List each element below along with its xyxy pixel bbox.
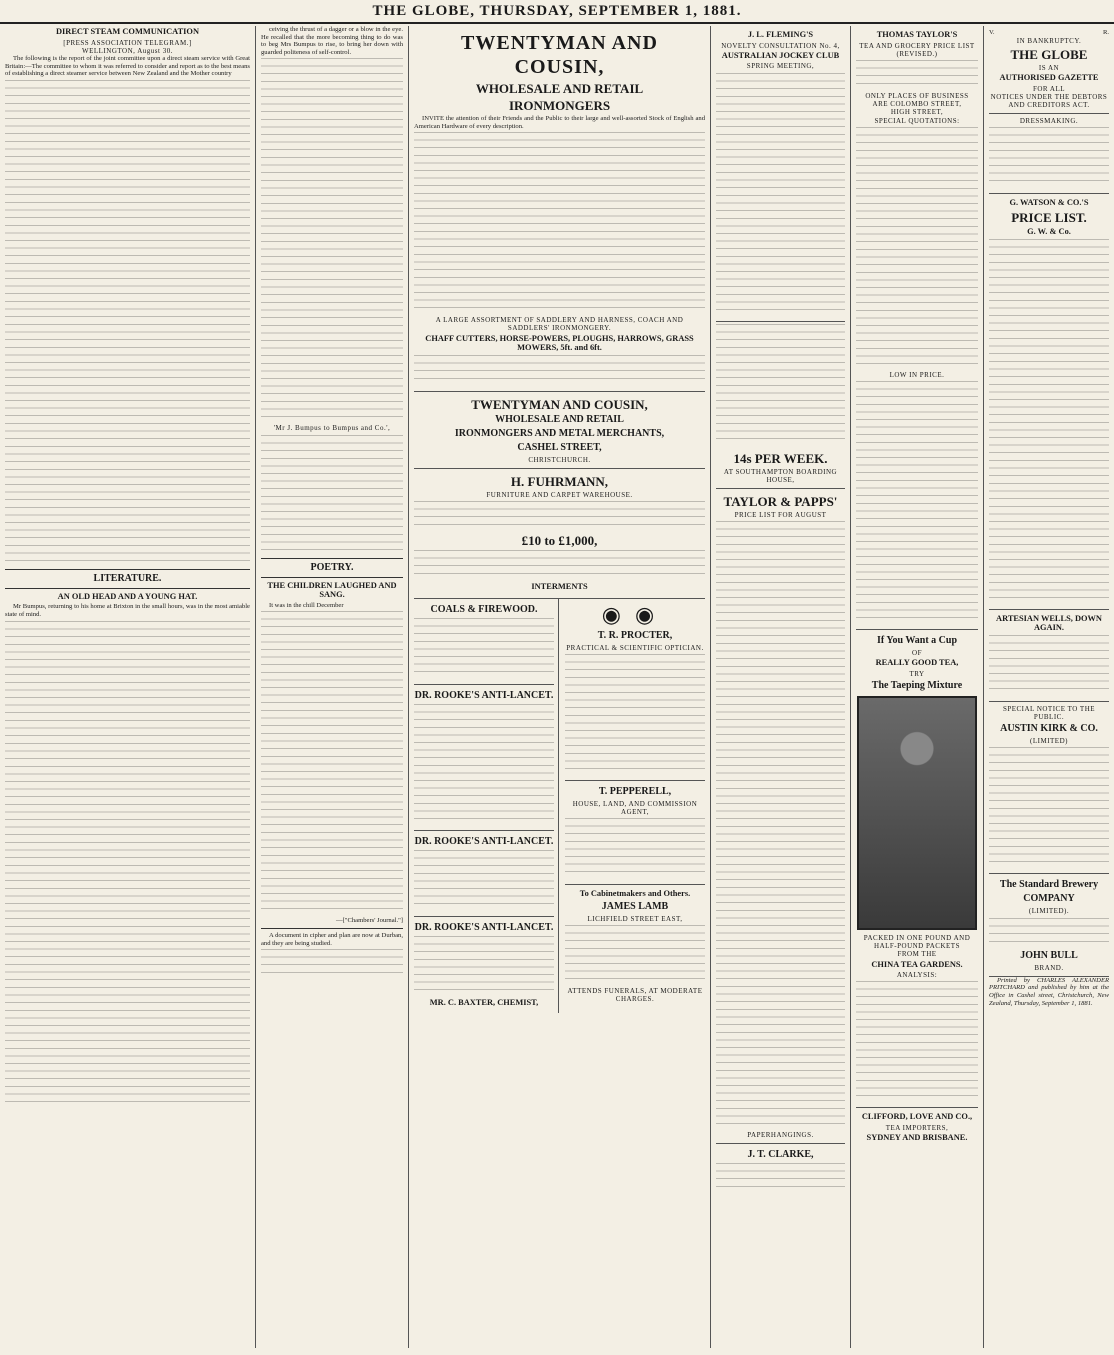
procter-sub: PRACTICAL & SCIENTIFIC OPTICIAN. — [566, 643, 704, 652]
austin-body — [989, 747, 1109, 867]
poem-title: THE CHILDREN LAUGHED AND SANG. — [267, 580, 397, 600]
story-title: AN OLD HEAD AND A YOUNG HAT. — [57, 591, 198, 601]
column-tea — [850, 26, 983, 1348]
fleming-consult: NOVELTY CONSULTATION No. 4, — [721, 41, 840, 50]
imprint: Printed by CHARLES ALEXANDER PRITCHARD and published by him at the Office in Cashel street, Christchurch, New Zealand, Thursday, September 1, 1881. — [989, 976, 1109, 1007]
story-body — [261, 180, 403, 300]
week-title: 14s PER WEEK. — [733, 450, 828, 466]
taeping-packed: PACKED IN ONE POUND AND HALF-POUND PACKETS — [863, 934, 971, 951]
cipher-note: A document in cipher and plan are now at Durban, and they are being studied. — [261, 931, 403, 947]
fuhrmann-price: £10 to £1,000, — [521, 533, 598, 549]
poem-body — [261, 611, 403, 731]
watson-list — [989, 361, 1109, 481]
dateline: [PRESS ASSOCIATION TELEGRAM.] — [63, 38, 192, 47]
quote: 'Mr J. Bumpus to Bumpus and Co.', — [273, 424, 391, 433]
thomas-body — [856, 60, 978, 90]
pepperell-sub: HOUSE, LAND, AND COMMISSION AGENT, — [572, 799, 698, 817]
twentyman-title2: WHOLESALE AND RETAIL — [475, 81, 644, 96]
twentyman-list — [414, 132, 705, 252]
twentyman2-title: TWENTYMAN AND COUSIN, — [471, 396, 648, 412]
watson-price: PRICE LIST. — [1011, 210, 1087, 225]
twentyman2-sub2: IRONMONGERS AND METAL MERCHANTS, — [454, 427, 665, 439]
taeping-analysis: ANALYSIS: — [896, 971, 938, 980]
twentyman-chaff: CHAFF CUTTERS, HORSE-POWERS, PLOUGHS, HARROWS, GRASS MOWERS, 5ft. and 6ft. — [425, 333, 694, 353]
r-mark: R. — [1102, 29, 1109, 36]
ad-col-right — [565, 599, 705, 1014]
taeping-of: OF — [912, 649, 922, 658]
twentyman-title3: IRONMONGERS — [508, 98, 611, 113]
divider — [5, 588, 250, 589]
thomas-places3: HIGH STREET, — [890, 108, 944, 117]
story-body — [5, 621, 250, 741]
story-body — [261, 58, 403, 178]
twentyman2-sub: WHOLESALE AND RETAIL — [495, 413, 624, 425]
story-body — [261, 435, 403, 555]
divider — [261, 558, 403, 559]
taeping-tea: REALLY GOOD TEA, — [875, 658, 959, 668]
rooke-title-1: DR. ROOKE'S ANTI-LANCET. — [414, 689, 554, 701]
twentyman-intro: INVITE the attention of their Friends and the Public to their large and well-assorted Stock of English and American Hardware of every description. — [414, 115, 705, 130]
thomas-low: LOW IN PRICE. — [889, 370, 945, 379]
baxter: MR. C. BAXTER, CHEMIST, — [429, 997, 539, 1007]
column-news — [0, 26, 255, 1348]
ad-rooke-1 — [414, 685, 554, 831]
ad-rooke-3 — [414, 917, 554, 1014]
for-all: FOR ALL — [1032, 84, 1066, 93]
fuhrmann-interments: INTERMENTS — [531, 582, 588, 592]
globe-title: THE GLOBE — [1010, 46, 1088, 62]
ad-rooke-2 — [414, 831, 554, 917]
taylor-body — [716, 521, 845, 641]
story-body — [5, 743, 250, 863]
ad-standard-brewery — [989, 874, 1109, 976]
vr-row — [989, 29, 1109, 37]
poem-credit: —["Chambers' Journal."] — [336, 917, 403, 925]
divider — [5, 569, 250, 570]
thomas-list — [856, 503, 978, 623]
fuhrmann-body — [414, 550, 705, 580]
coals-body — [414, 618, 554, 678]
thomas-list — [856, 127, 978, 247]
fuhrmann-sub: FURNITURE AND CARPET WAREHOUSE. — [486, 490, 633, 499]
twentyman2-city: CHRISTCHURCH. — [528, 455, 591, 464]
story-lead: Mr Bumpus, returning to his home at Brixton in the small hours, was in the most amiable state of mind. — [5, 603, 250, 618]
ad-row — [414, 599, 705, 1014]
article-body — [5, 202, 250, 322]
taeping-try: TRY — [909, 669, 925, 678]
rooke-title-3: DR. ROOKE'S ANTI-LANCET. — [414, 921, 554, 933]
standard-body — [989, 918, 1109, 948]
ad-clifford — [856, 1108, 978, 1148]
column-ironmongers — [408, 26, 710, 1348]
pepperell-title: T. PEPPERELL, — [598, 785, 672, 797]
thomas-title: THOMAS TAYLOR'S — [876, 30, 958, 39]
lamb-funerals: ATTENDS FUNERALS, AT MODERATE CHARGES. — [567, 987, 703, 1004]
article-body — [5, 324, 250, 444]
dressmaking-title: DRESSMAKING. — [1019, 117, 1079, 126]
ad-procter — [565, 599, 705, 781]
taeping-title: The Taeping Mixture — [871, 680, 963, 692]
story-cont: ceiving the thrust of a dagger or a blow in the eye. He recalled that the more becoming thing to do was to beg Mrs Bumpus to rise, to bring her down with guarded politeness of self-control. — [261, 26, 403, 56]
ad-pepperell — [565, 781, 705, 885]
standard-limited: (LIMITED). — [1028, 907, 1070, 916]
story-body — [5, 987, 250, 1107]
pepperell-body — [565, 818, 705, 878]
taylor-title: TAYLOR & PAPPS' — [723, 494, 838, 509]
ad-taeping — [856, 630, 978, 1108]
article-body — [5, 446, 250, 566]
divider — [261, 928, 403, 929]
procter-body — [565, 654, 705, 774]
taylor-sub: PRICE LIST FOR AUGUST — [734, 511, 827, 519]
thomas-sub2: (REVISED.) — [896, 49, 938, 58]
standard-company: COMPANY — [1023, 893, 1075, 905]
rooke-body — [414, 704, 554, 824]
note-body — [261, 949, 403, 979]
rooke-body — [414, 936, 554, 996]
section-literature: LITERATURE. — [93, 572, 162, 584]
ad-thomas-taylor — [856, 26, 978, 630]
fleming-ajc: AUSTRALIAN JOCKEY CLUB — [721, 50, 840, 60]
special-notice: SPECIAL NOTICE TO THE PUBLIC. — [1002, 704, 1096, 721]
ad-lamb — [565, 885, 705, 1007]
dressmaking-body — [989, 127, 1109, 187]
twentyman-list — [414, 254, 705, 314]
column-story — [255, 26, 408, 1348]
ad-globe-gazette — [989, 26, 1109, 114]
ad-clarke — [716, 1144, 845, 1199]
john-bull: JOHN BULL — [1020, 949, 1078, 961]
austin-limited: (LIMITED) — [1030, 737, 1068, 746]
clarke-body — [716, 1163, 845, 1193]
thomas-list — [856, 381, 978, 501]
watson-list — [989, 483, 1109, 603]
ad-artesian — [989, 610, 1109, 702]
clifford-cities: SYDNEY AND BRISBANE. — [866, 1133, 968, 1143]
coals-title: COALS & FIREWOOD. — [430, 603, 538, 615]
lamb-body — [565, 925, 705, 985]
headline-steam: DIRECT STEAM COMMUNICATION — [55, 27, 199, 36]
section-poetry: POETRY. — [310, 561, 354, 573]
rooke-body — [414, 850, 554, 910]
taeping-cup: If You Want a Cup — [876, 635, 958, 647]
thomas-sub: TEA AND GROCERY PRICE LIST — [859, 41, 975, 50]
taeping-china: CHINA TEA GARDENS. — [871, 959, 963, 969]
divider — [261, 577, 403, 578]
story-body — [261, 302, 403, 422]
taylor-body — [716, 765, 845, 885]
procter-title: T. R. PROCTER, — [597, 629, 673, 641]
taeping-illustration — [857, 696, 977, 930]
cabinet-title: To Cabinetmakers and Others. — [579, 889, 691, 899]
watson-list — [989, 239, 1109, 359]
paperhangings: PAPERHANGINGS. — [747, 1131, 814, 1140]
ad-week — [716, 446, 845, 489]
ad-twentyman-2 — [414, 392, 705, 469]
clifford-importers: TEA IMPORTERS, — [885, 1124, 949, 1133]
lamb-title: JAMES LAMB — [601, 900, 669, 912]
ad-watson — [989, 194, 1109, 609]
clifford-title: CLIFFORD, LOVE AND CO., — [861, 1112, 973, 1122]
thomas-places: ONLY PLACES OF BUSINESS — [865, 92, 969, 100]
poem-line: It was in the chill December — [269, 601, 344, 609]
place: WELLINGTON, August 30. — [82, 46, 173, 55]
taeping-from: FROM THE — [897, 950, 937, 959]
watson-title: G. WATSON & CO.'S — [1009, 198, 1089, 208]
ad-dressmaking — [989, 114, 1109, 194]
article-lead: The following is the report of the joint committee upon a direct steam service with Great Britain:—The committee to whom it was referred to consider and report as to the best means of establishing a direct steamer service between New Zealand and the Mother country — [5, 55, 250, 78]
taylor-body — [716, 643, 845, 763]
thomas-list — [856, 249, 978, 369]
taylor-body — [716, 1009, 845, 1129]
fleming-spring: SPRING MEETING, — [746, 62, 815, 71]
austin-title: AUSTIN KIRK & CO. — [1000, 723, 1098, 735]
twentyman-title: TWENTYMAN AND COUSIN, — [461, 32, 658, 78]
eyes-icon: ◉◉ — [601, 601, 669, 627]
ad-austin-kirk — [989, 702, 1109, 875]
clarke-title: J. T. CLARKE, — [747, 1149, 814, 1161]
fleming-title: J. L. FLEMING'S — [747, 30, 814, 39]
fleming-body — [716, 73, 845, 193]
brand: BRAND. — [1034, 963, 1064, 972]
artesian-title: ARTESIAN WELLS, DOWN AGAIN. — [996, 613, 1102, 633]
ad-twentyman — [414, 26, 705, 392]
week-sub: AT SOUTHAMPTON BOARDING HOUSE, — [723, 467, 838, 484]
fuhrmann-body — [414, 501, 705, 531]
fuhrmann-title: H. FUHRMANN, — [510, 473, 609, 489]
ad-fleming — [716, 26, 845, 322]
column-globe — [983, 26, 1114, 1348]
taeping-body — [856, 981, 978, 1101]
v-mark: V. — [989, 29, 995, 36]
ad-coals — [414, 599, 554, 685]
watson-gw: G. W. & Co. — [1027, 227, 1071, 236]
fleming-body — [716, 195, 845, 315]
ad-body — [716, 324, 845, 444]
artesian-body — [989, 635, 1109, 695]
thomas-places2: ARE COLOMBO STREET, — [872, 100, 962, 109]
column-fleming — [710, 26, 850, 1348]
gazette: AUTHORISED GAZETTE — [999, 73, 1099, 82]
article-body — [5, 80, 250, 200]
standard-title: The Standard Brewery — [999, 879, 1099, 891]
ad-fuhrmann — [414, 469, 705, 599]
twentyman2-street: CASHEL STREET, — [517, 441, 602, 453]
twentyman-note — [414, 355, 705, 385]
poem-body — [261, 855, 403, 915]
story-body — [5, 865, 250, 985]
ad-col-left — [414, 599, 559, 1014]
is-an: IS AN — [1038, 63, 1060, 72]
rooke-title-2: DR. ROOKE'S ANTI-LANCET. — [414, 835, 554, 847]
twentyman-saddlery: A LARGE ASSORTMENT OF SADDLERY AND HARNESS, COACH AND SADDLERS' IRONMONGERY. — [435, 316, 684, 333]
ad-taylor-papps — [716, 489, 845, 1144]
masthead: THE GLOBE, THURSDAY, SEPTEMBER 1, 1881. — [0, 0, 1114, 24]
thomas-quotations: SPECIAL QUOTATIONS: — [874, 116, 960, 125]
poem-body — [261, 733, 403, 853]
bankruptcy: IN BANKRUPTCY. — [1016, 36, 1082, 45]
taylor-body — [716, 887, 845, 1007]
lamb-sub: LICHFIELD STREET EAST, — [587, 914, 683, 923]
notices: NOTICES UNDER THE DEBTORS AND CREDITORS ACT. — [990, 92, 1108, 109]
